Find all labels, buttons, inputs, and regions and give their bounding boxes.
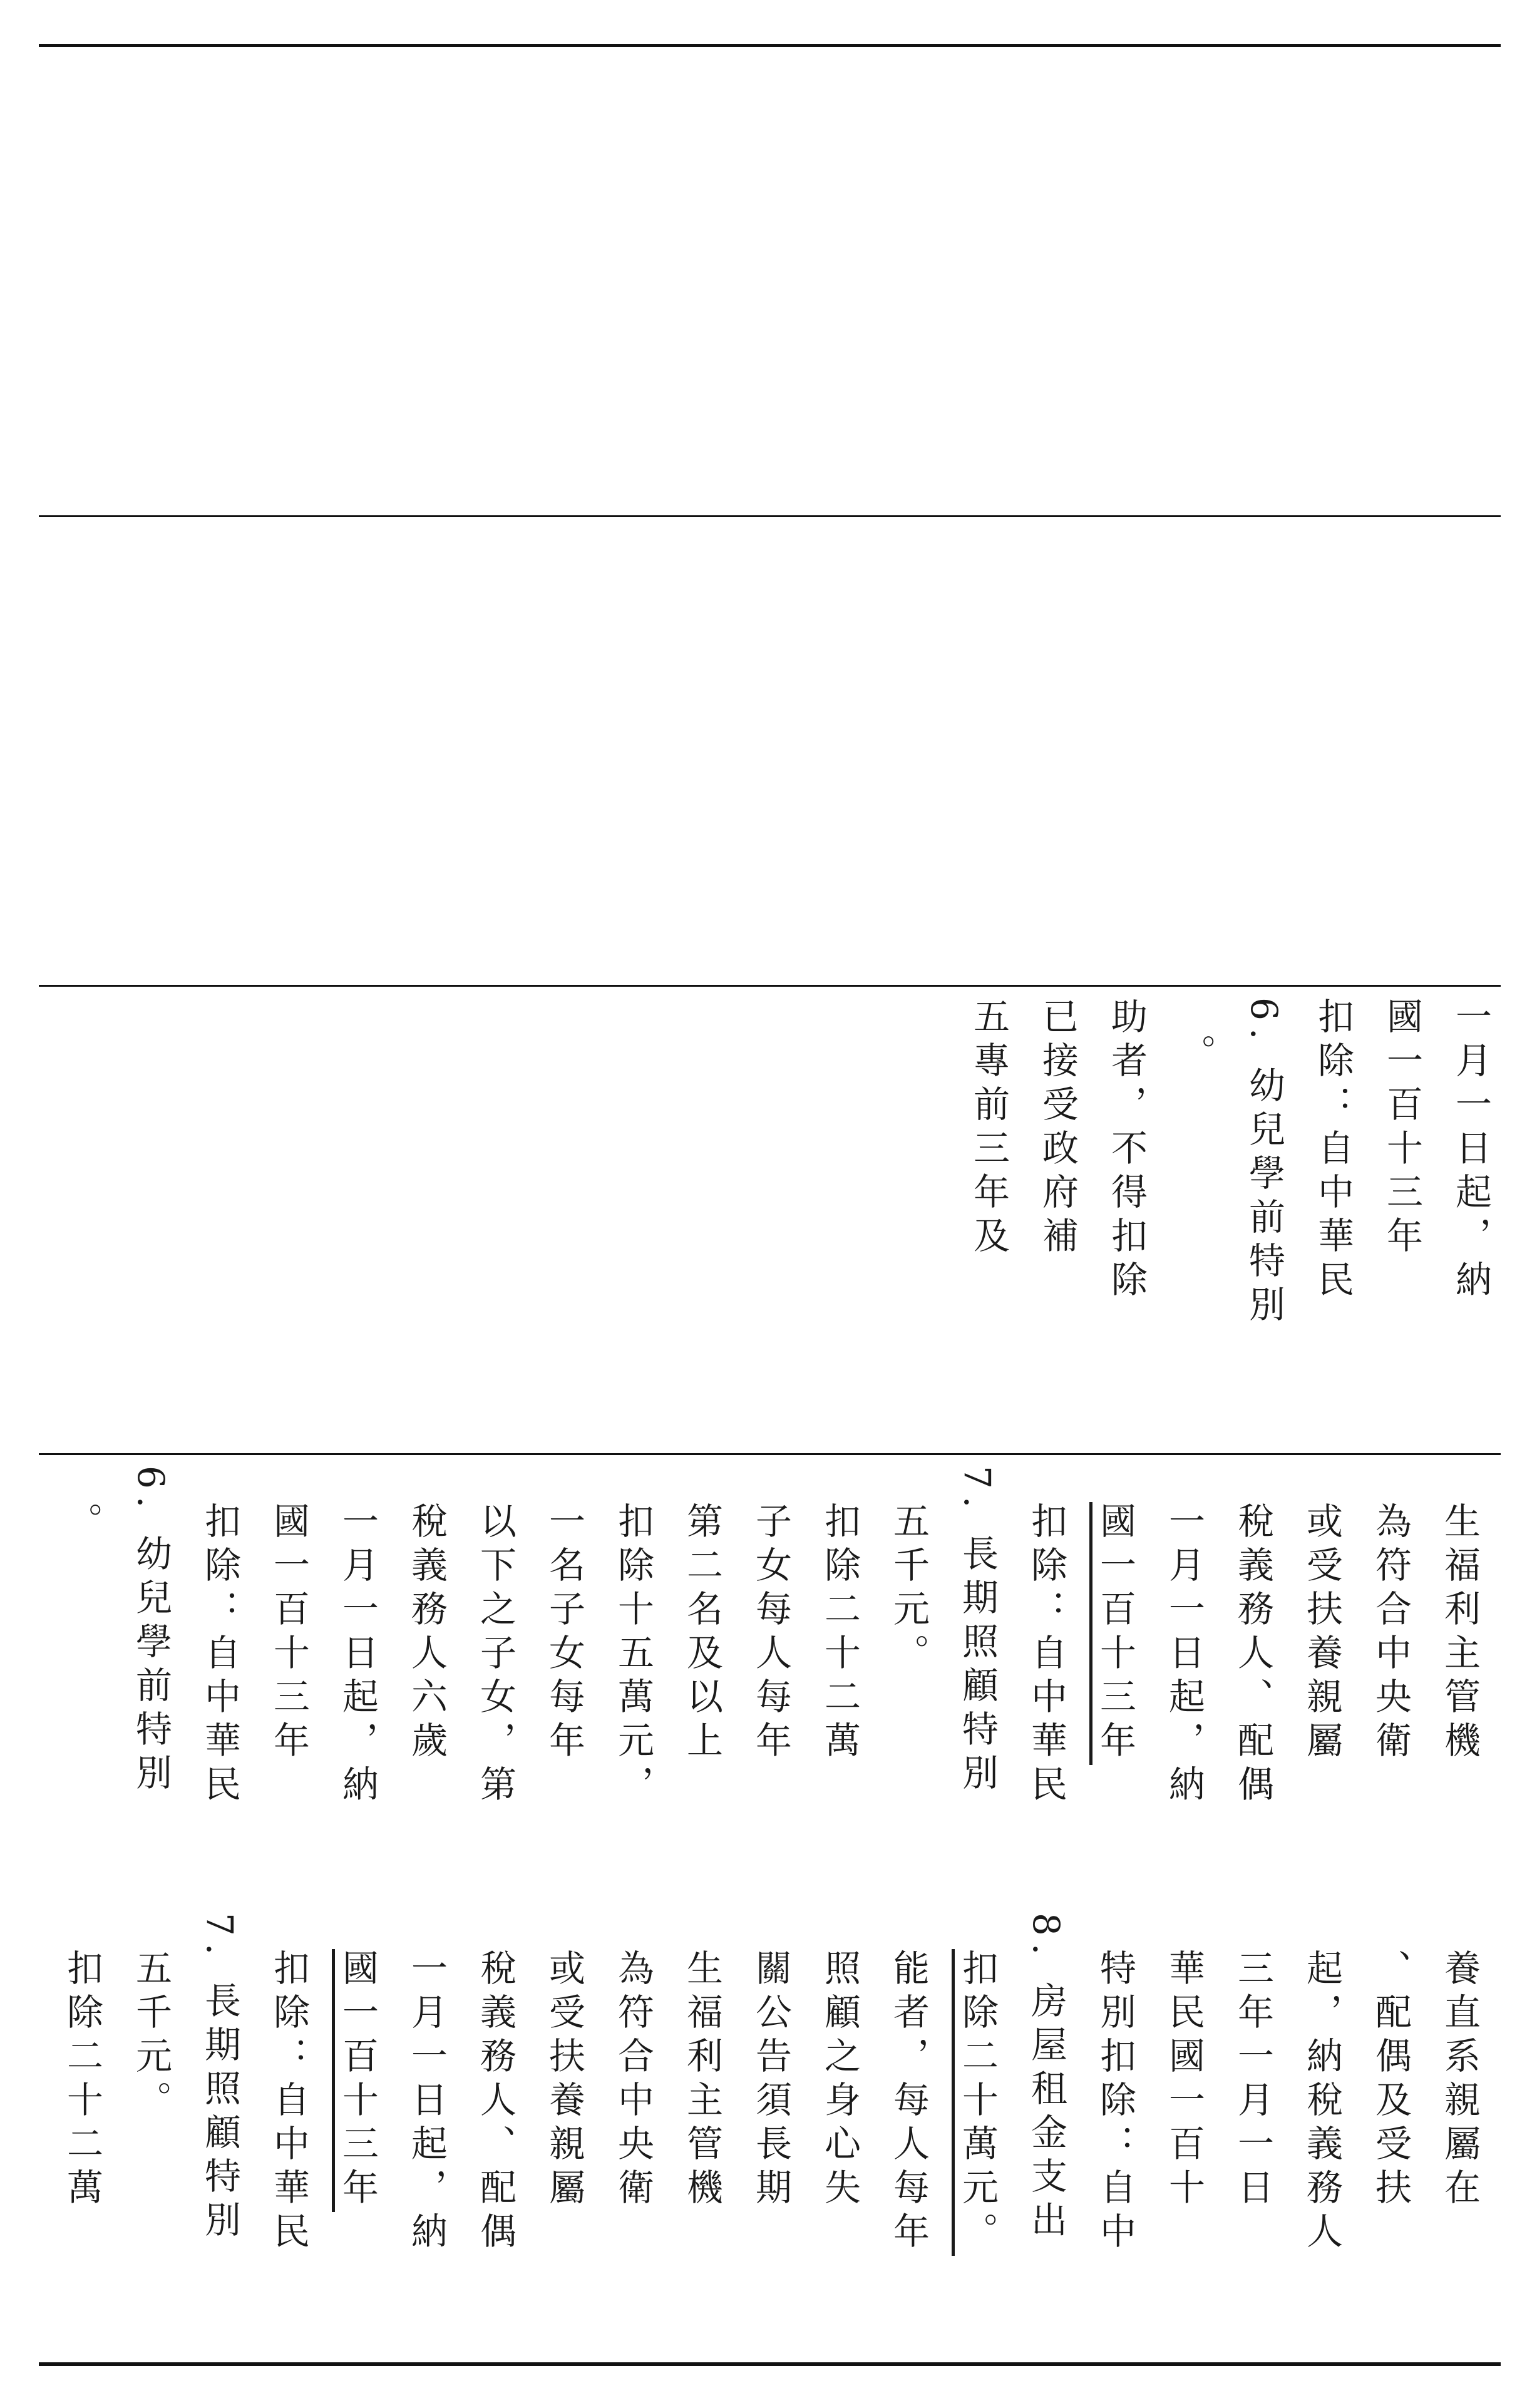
text-line: 國一百十三年 (1380, 997, 1423, 1260)
text-line: 或受扶養親屬 (543, 1949, 585, 2212)
text-line: 一月一日起，納 (336, 1502, 379, 1809)
top-rule (39, 44, 1501, 47)
text-section-current (39, 985, 1501, 1453)
text-line: 稅義務人、配偶 (1231, 1502, 1274, 1809)
text-line: 扣除二十萬元。 (956, 1949, 999, 2256)
text-line: 扣除十五萬元， (612, 1502, 654, 1809)
text-line: 助者，不得扣除 (1105, 997, 1148, 1304)
text-line: 、配偶及受扶 (1369, 1949, 1412, 2212)
text-line: 華民國一百十 (1163, 1949, 1205, 2212)
text-line: 7. 長期照顧特別 (956, 1466, 999, 1798)
text-line: 能者，每人每年 (887, 1949, 930, 2256)
text-line: 扣除：自中華民 (1312, 997, 1354, 1304)
text-line: 6. 幼兒學前特別 (130, 1466, 172, 1798)
text-line: 7. 長期照顧特別 (198, 1913, 241, 2245)
text-line: 一月一日起，納 (1163, 1502, 1205, 1809)
text-line: 扣除：自中華民 (267, 1949, 310, 2256)
text-line: 扣除：自中華民 (1025, 1502, 1067, 1809)
text-line: 生福利主管機 (1438, 1502, 1481, 1765)
text-line: 三年一月一日 (1231, 1949, 1274, 2212)
text-line: 一月一日起，納 (405, 1949, 448, 2256)
text-line: 第二名及以上 (681, 1502, 723, 1765)
section-divider-1 (39, 515, 1501, 517)
text-line: 扣除：自中華民 (198, 1502, 241, 1809)
text-line: 關公告須長期 (749, 1949, 792, 2212)
text-line: 國一百十三年 (1094, 1502, 1136, 1765)
text-line: 或受扶養親屬 (1300, 1502, 1343, 1765)
text-line: 起，納稅義務人 (1300, 1949, 1343, 2256)
text-line: 8. 房屋租金支出 (1025, 1913, 1067, 2245)
text-section-proposed (39, 1900, 1501, 2362)
text-line: 五千元。 (130, 1949, 172, 2124)
text-line: 已接受政府補 (1036, 997, 1079, 1260)
text-line: 五千元。 (887, 1502, 930, 1677)
text-line: 一名子女每年 (543, 1502, 585, 1765)
text-line: 扣除二十二萬 (818, 1502, 861, 1765)
text-line: 為符合中央衛 (1369, 1502, 1412, 1765)
text-section-amended (39, 1453, 1501, 1954)
text-line: 為符合中央衛 (612, 1949, 654, 2212)
text-line: 五專前三年及 (967, 997, 1010, 1260)
text-line: 6. 幼兒學前特別 (1243, 997, 1285, 1329)
text-line: 照顧之身心失 (818, 1949, 861, 2212)
text-line: 扣除二十二萬 (61, 1949, 103, 2212)
text-line: 稅義務人、配偶 (474, 1949, 517, 2256)
text-line: 。 (1174, 1034, 1216, 1078)
text-line: 國一百十三年 (336, 1949, 379, 2212)
text-line: 子女每人每年 (749, 1502, 792, 1765)
text-line: 一月一日起，納 (1449, 997, 1492, 1304)
text-line: 養直系親屬在 (1438, 1949, 1481, 2212)
bottom-rule (39, 2362, 1501, 2366)
text-line: 國一百十三年 (267, 1502, 310, 1765)
text-line: 生福利主管機 (681, 1949, 723, 2212)
text-line: 稅義務人六歲 (405, 1502, 448, 1765)
text-line: 特別扣除：自中 (1094, 1949, 1136, 2256)
text-line: 。 (61, 1502, 103, 1546)
text-line: 以下之子女，第 (474, 1502, 517, 1809)
